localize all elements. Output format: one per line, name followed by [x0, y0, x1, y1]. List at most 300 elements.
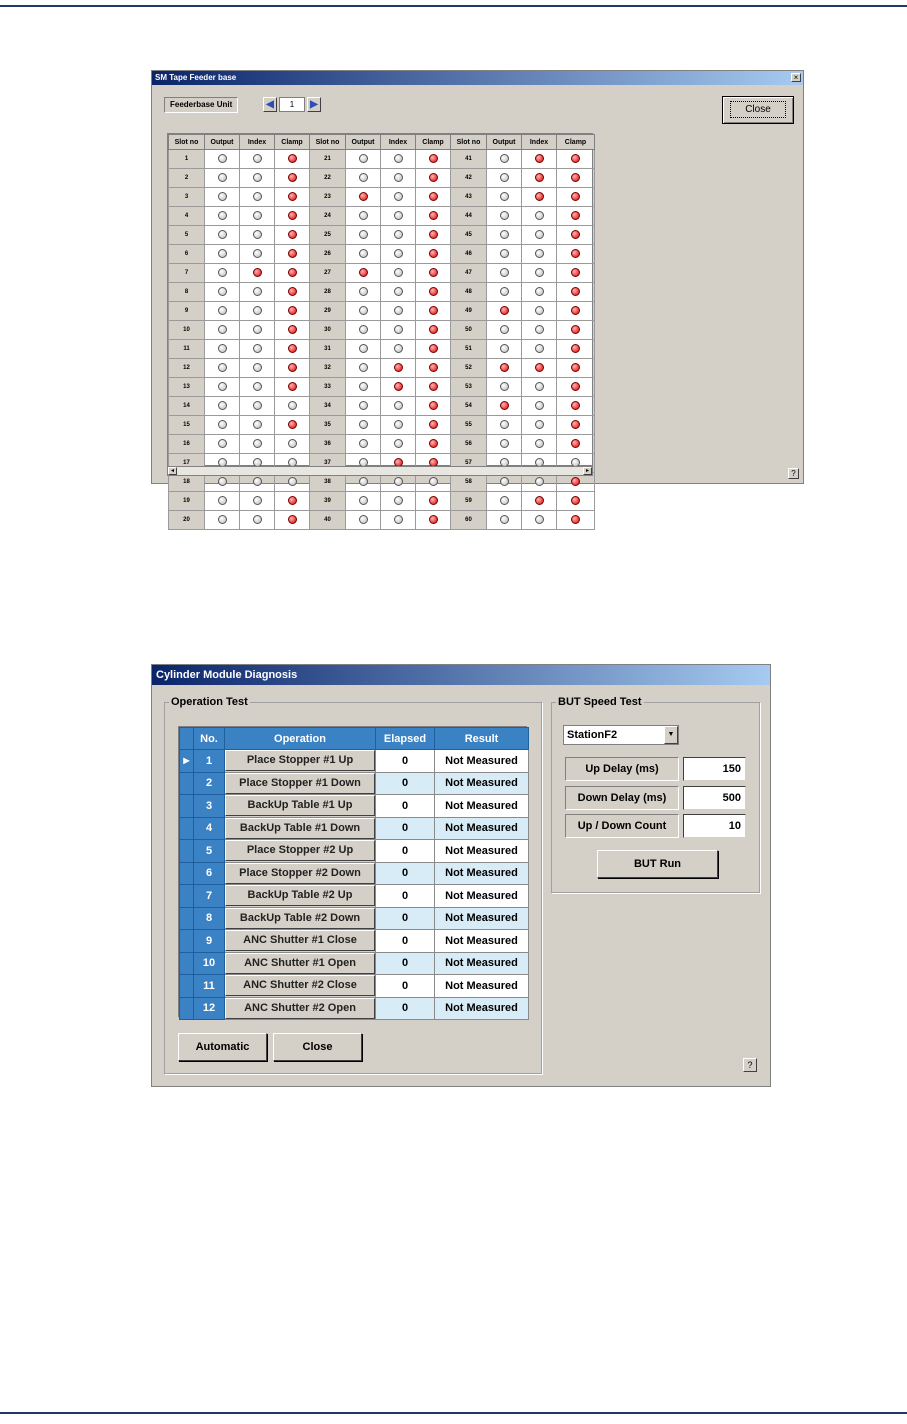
- clamp-led-icon: [571, 401, 580, 410]
- clamp-led-icon: [429, 230, 438, 239]
- index-cell: [240, 226, 275, 245]
- slot-number: 25: [310, 226, 346, 245]
- output-led-icon: [500, 420, 509, 429]
- clamp-cell: [275, 435, 310, 454]
- slot-number: 19: [169, 492, 205, 511]
- output-cell: [205, 435, 240, 454]
- output-led-icon: [359, 249, 368, 258]
- slot-number: 39: [310, 492, 346, 511]
- index-led-icon: [253, 268, 262, 277]
- operation-row[interactable]: [180, 840, 529, 863]
- slot-grid-header: [169, 135, 595, 150]
- clamp-cell: [557, 245, 595, 264]
- output-led-icon: [218, 230, 227, 239]
- operation-cell[interactable]: [225, 930, 376, 953]
- clamp-led-icon: [571, 477, 580, 486]
- slot-row: [169, 245, 595, 264]
- index-cell: [381, 340, 416, 359]
- index-led-icon: [394, 344, 403, 353]
- operation-button[interactable]: Place Stopper #1 Up: [225, 750, 375, 771]
- operation-row[interactable]: [180, 750, 529, 773]
- result-cell: Not Measured: [435, 907, 529, 930]
- result-cell: Not Measured: [435, 795, 529, 818]
- clamp-cell: [416, 150, 451, 169]
- no-header: No.: [194, 728, 225, 750]
- output-cell: [205, 340, 240, 359]
- output-led-icon: [500, 344, 509, 353]
- slot-number: 4: [169, 207, 205, 226]
- slot-row: [169, 188, 595, 207]
- clamp-cell: [416, 511, 451, 530]
- clamp-led-icon: [429, 496, 438, 505]
- output-led-icon: [359, 325, 368, 334]
- slot-grid-header-cell: Output: [346, 135, 381, 150]
- operation-cell[interactable]: [225, 907, 376, 930]
- clamp-cell: [275, 340, 310, 359]
- slot-number: 9: [169, 302, 205, 321]
- output-cell: [346, 302, 381, 321]
- clamp-led-icon: [571, 192, 580, 201]
- slot-number: 20: [169, 511, 205, 530]
- output-cell: [487, 245, 522, 264]
- operation-table-header: [180, 728, 529, 750]
- slot-grid-header-cell: Index: [522, 135, 557, 150]
- operation-button[interactable]: BackUp Table #2 Down: [225, 908, 375, 929]
- index-led-icon: [394, 268, 403, 277]
- station-dropdown[interactable]: [563, 725, 679, 745]
- clamp-cell: [557, 321, 595, 340]
- index-cell: [381, 378, 416, 397]
- clamp-led-icon: [429, 306, 438, 315]
- row-number: 7: [194, 885, 225, 908]
- output-cell: [487, 207, 522, 226]
- index-led-icon: [253, 401, 262, 410]
- feederbase-unit-label: Feederbase Unit: [164, 97, 238, 113]
- clamp-cell: [275, 283, 310, 302]
- output-led-icon: [359, 401, 368, 410]
- clamp-led-icon: [288, 173, 297, 182]
- operation-button[interactable]: ANC Shutter #1 Open: [225, 953, 375, 974]
- slot-number: 54: [451, 397, 487, 416]
- output-cell: [346, 492, 381, 511]
- operation-row[interactable]: [180, 817, 529, 840]
- operation-button[interactable]: BackUp Table #2 Up: [225, 885, 375, 906]
- clamp-led-icon: [429, 363, 438, 372]
- index-led-icon: [394, 211, 403, 220]
- slot-number: 38: [310, 473, 346, 492]
- index-cell: [522, 397, 557, 416]
- index-led-icon: [535, 230, 544, 239]
- index-led-icon: [394, 363, 403, 372]
- clamp-led-icon: [288, 306, 297, 315]
- index-led-icon: [253, 154, 262, 163]
- output-led-icon: [500, 515, 509, 524]
- index-led-icon: [253, 306, 262, 315]
- slot-grid-header-cell: Clamp: [275, 135, 310, 150]
- index-led-icon: [535, 325, 544, 334]
- clamp-cell: [557, 378, 595, 397]
- slot-row: [169, 378, 595, 397]
- slot-number: 33: [310, 378, 346, 397]
- output-led-icon: [359, 363, 368, 372]
- output-led-icon: [218, 496, 227, 505]
- slot-row: [169, 226, 595, 245]
- elapsed-cell: 0: [376, 750, 435, 773]
- index-led-icon: [253, 363, 262, 372]
- clamp-led-icon: [571, 382, 580, 391]
- row-selector[interactable]: [180, 772, 194, 795]
- clamp-led-icon: [429, 325, 438, 334]
- output-led-icon: [500, 230, 509, 239]
- bottom-rule: [0, 1412, 907, 1414]
- operation-test-legend: Operation Test: [171, 696, 248, 708]
- output-cell: [487, 416, 522, 435]
- index-cell: [240, 302, 275, 321]
- output-cell: [205, 169, 240, 188]
- index-cell: [240, 245, 275, 264]
- clamp-led-icon: [288, 439, 297, 448]
- row-number: 5: [194, 840, 225, 863]
- slot-number: 49: [451, 302, 487, 321]
- clamp-led-icon: [288, 325, 297, 334]
- index-cell: [522, 492, 557, 511]
- clamp-cell: [416, 416, 451, 435]
- output-cell: [205, 207, 240, 226]
- output-cell: [346, 150, 381, 169]
- clamp-led-icon: [429, 420, 438, 429]
- operation-row[interactable]: [180, 952, 529, 975]
- clamp-cell: [416, 188, 451, 207]
- row-number: 11: [194, 975, 225, 998]
- feeder-close-button[interactable]: [722, 96, 794, 124]
- index-led-icon: [253, 382, 262, 391]
- row-selector[interactable]: [180, 885, 194, 908]
- elapsed-cell: 0: [376, 952, 435, 975]
- index-cell: [522, 359, 557, 378]
- output-cell: [487, 302, 522, 321]
- help-icon[interactable]: ?: [788, 468, 799, 479]
- cylinder-close-button[interactable]: Close: [273, 1033, 362, 1061]
- clamp-led-icon: [571, 230, 580, 239]
- index-cell: [240, 321, 275, 340]
- operation-button[interactable]: ANC Shutter #2 Open: [225, 998, 375, 1019]
- output-led-icon: [359, 154, 368, 163]
- slot-number: 26: [310, 245, 346, 264]
- slot-number: 55: [451, 416, 487, 435]
- clamp-cell: [416, 245, 451, 264]
- clamp-cell: [416, 340, 451, 359]
- clamp-led-icon: [288, 192, 297, 201]
- index-led-icon: [535, 306, 544, 315]
- operation-row[interactable]: [180, 772, 529, 795]
- operation-cell[interactable]: [225, 795, 376, 818]
- output-led-icon: [500, 477, 509, 486]
- elapsed-cell: 0: [376, 772, 435, 795]
- output-cell: [346, 340, 381, 359]
- slot-row: [169, 264, 595, 283]
- clamp-cell: [275, 378, 310, 397]
- index-cell: [381, 359, 416, 378]
- slot-number: 50: [451, 321, 487, 340]
- clamp-cell: [275, 245, 310, 264]
- clamp-led-icon: [429, 192, 438, 201]
- clamp-cell: [557, 150, 595, 169]
- output-led-icon: [500, 211, 509, 220]
- clamp-led-icon: [288, 477, 297, 486]
- clamp-cell: [557, 511, 595, 530]
- output-cell: [487, 492, 522, 511]
- prev-unit-arrow-icon[interactable]: ◀: [263, 97, 277, 112]
- row-number: 1: [194, 750, 225, 773]
- clamp-led-icon: [288, 363, 297, 372]
- index-cell: [240, 283, 275, 302]
- clamp-led-icon: [571, 515, 580, 524]
- output-cell: [346, 397, 381, 416]
- clamp-cell: [416, 397, 451, 416]
- next-unit-arrow-icon[interactable]: ▶: [307, 97, 321, 112]
- output-cell: [487, 226, 522, 245]
- index-cell: [381, 169, 416, 188]
- help-icon[interactable]: ?: [743, 1058, 757, 1072]
- clamp-led-icon: [571, 420, 580, 429]
- operation-button[interactable]: BackUp Table #1 Up: [225, 795, 375, 816]
- index-led-icon: [535, 420, 544, 429]
- operation-row[interactable]: [180, 885, 529, 908]
- output-led-icon: [359, 344, 368, 353]
- station-value: StationF2: [567, 729, 618, 741]
- clamp-cell: [416, 302, 451, 321]
- slot-number: 22: [310, 169, 346, 188]
- row-selector[interactable]: [180, 997, 194, 1020]
- output-cell: [205, 378, 240, 397]
- elapsed-cell: 0: [376, 997, 435, 1020]
- row-number: 10: [194, 952, 225, 975]
- index-cell: [240, 188, 275, 207]
- output-led-icon: [359, 211, 368, 220]
- slot-number: 3: [169, 188, 205, 207]
- slot-grid-header-cell: Slot no: [451, 135, 487, 150]
- operation-cell[interactable]: [225, 817, 376, 840]
- output-cell: [487, 340, 522, 359]
- output-led-icon: [359, 173, 368, 182]
- clamp-led-icon: [571, 154, 580, 163]
- row-selector[interactable]: [180, 862, 194, 885]
- clamp-led-icon: [571, 344, 580, 353]
- output-led-icon: [218, 287, 227, 296]
- output-cell: [205, 416, 240, 435]
- index-cell: [240, 416, 275, 435]
- clamp-led-icon: [571, 211, 580, 220]
- index-led-icon: [535, 382, 544, 391]
- elapsed-cell: 0: [376, 885, 435, 908]
- clamp-led-icon: [571, 439, 580, 448]
- down-delay-input[interactable]: 500: [683, 786, 746, 810]
- index-led-icon: [253, 325, 262, 334]
- operation-cell[interactable]: [225, 952, 376, 975]
- index-led-icon: [253, 173, 262, 182]
- output-led-icon: [218, 306, 227, 315]
- operation-row[interactable]: [180, 997, 529, 1020]
- slot-row: [169, 511, 595, 530]
- output-cell: [346, 283, 381, 302]
- slot-number: 11: [169, 340, 205, 359]
- output-led-icon: [500, 382, 509, 391]
- index-cell: [240, 169, 275, 188]
- clamp-cell: [275, 226, 310, 245]
- clamp-led-icon: [571, 287, 580, 296]
- slot-number: 6: [169, 245, 205, 264]
- clamp-cell: [557, 188, 595, 207]
- operation-cell[interactable]: [225, 885, 376, 908]
- slot-grid-header-cell: Clamp: [416, 135, 451, 150]
- slot-number: 1: [169, 150, 205, 169]
- slot-number: 31: [310, 340, 346, 359]
- horizontal-scrollbar[interactable]: [167, 466, 593, 476]
- slot-number: 27: [310, 264, 346, 283]
- row-number: 2: [194, 772, 225, 795]
- operation-row[interactable]: [180, 930, 529, 953]
- slot-number: 32: [310, 359, 346, 378]
- row-selector[interactable]: [180, 975, 194, 998]
- clamp-cell: [557, 283, 595, 302]
- operation-row[interactable]: [180, 862, 529, 885]
- output-cell: [346, 416, 381, 435]
- index-led-icon: [535, 268, 544, 277]
- cylinder-titlebar: [152, 665, 770, 685]
- result-cell: Not Measured: [435, 930, 529, 953]
- clamp-cell: [416, 226, 451, 245]
- clamp-led-icon: [429, 287, 438, 296]
- index-led-icon: [535, 192, 544, 201]
- slot-grid-header-cell: Output: [205, 135, 240, 150]
- slot-row: [169, 321, 595, 340]
- up-down-count-label: Up / Down Count: [565, 814, 679, 838]
- index-cell: [381, 435, 416, 454]
- feeder-close-label: Close: [730, 101, 786, 118]
- close-x-icon[interactable]: ×: [791, 73, 801, 82]
- index-led-icon: [394, 401, 403, 410]
- row-selector[interactable]: [180, 907, 194, 930]
- operation-button[interactable]: BackUp Table #1 Down: [225, 818, 375, 839]
- index-cell: [240, 264, 275, 283]
- operation-row[interactable]: [180, 907, 529, 930]
- result-cell: Not Measured: [435, 750, 529, 773]
- index-cell: [381, 245, 416, 264]
- feeder-titlebar: [152, 71, 803, 85]
- row-selector[interactable]: [180, 817, 194, 840]
- operation-row[interactable]: [180, 795, 529, 818]
- clamp-led-icon: [429, 477, 438, 486]
- slot-row: [169, 283, 595, 302]
- output-led-icon: [359, 306, 368, 315]
- clamp-led-icon: [429, 382, 438, 391]
- clamp-led-icon: [288, 496, 297, 505]
- slot-number: 18: [169, 473, 205, 492]
- up-delay-label: Up Delay (ms): [565, 757, 679, 781]
- scroll-right-icon[interactable]: ▸: [583, 467, 592, 475]
- index-led-icon: [535, 287, 544, 296]
- output-led-icon: [218, 401, 227, 410]
- operation-cell[interactable]: [225, 975, 376, 998]
- output-cell: [487, 397, 522, 416]
- row-selector[interactable]: [180, 952, 194, 975]
- row-selector[interactable]: [180, 930, 194, 953]
- operation-cell[interactable]: [225, 750, 376, 773]
- index-led-icon: [253, 230, 262, 239]
- unit-number-field[interactable]: 1: [279, 97, 305, 112]
- slot-row: [169, 150, 595, 169]
- chevron-down-icon[interactable]: ▼: [664, 726, 678, 744]
- slot-number: 45: [451, 226, 487, 245]
- index-led-icon: [253, 420, 262, 429]
- index-led-icon: [535, 249, 544, 258]
- operation-button[interactable]: Place Stopper #2 Up: [225, 840, 375, 861]
- operation-cell[interactable]: [225, 840, 376, 863]
- row-selector[interactable]: [180, 840, 194, 863]
- clamp-cell: [416, 169, 451, 188]
- slot-number: 28: [310, 283, 346, 302]
- scroll-left-icon[interactable]: ◂: [168, 467, 177, 475]
- output-cell: [205, 492, 240, 511]
- operation-button[interactable]: Place Stopper #1 Down: [225, 773, 375, 794]
- slot-number: 44: [451, 207, 487, 226]
- automatic-button[interactable]: Automatic: [178, 1033, 267, 1061]
- result-cell: Not Measured: [435, 975, 529, 998]
- elapsed-cell: 0: [376, 907, 435, 930]
- slot-row: [169, 340, 595, 359]
- slot-number: 23: [310, 188, 346, 207]
- output-led-icon: [500, 192, 509, 201]
- but-run-button[interactable]: BUT Run: [597, 850, 718, 878]
- operation-row[interactable]: [180, 975, 529, 998]
- index-cell: [240, 397, 275, 416]
- index-led-icon: [535, 211, 544, 220]
- output-cell: [205, 397, 240, 416]
- output-led-icon: [359, 230, 368, 239]
- output-led-icon: [359, 439, 368, 448]
- clamp-led-icon: [571, 363, 580, 372]
- row-selector[interactable]: ▶: [180, 750, 194, 773]
- clamp-cell: [416, 435, 451, 454]
- slot-row: [169, 416, 595, 435]
- clamp-cell: [275, 321, 310, 340]
- operation-button[interactable]: Place Stopper #2 Down: [225, 863, 375, 884]
- clamp-cell: [416, 492, 451, 511]
- index-led-icon: [253, 249, 262, 258]
- output-led-icon: [359, 496, 368, 505]
- slot-number: 46: [451, 245, 487, 264]
- slot-number: 14: [169, 397, 205, 416]
- output-cell: [487, 188, 522, 207]
- operation-cell[interactable]: [225, 772, 376, 795]
- slot-number: 41: [451, 150, 487, 169]
- row-selector[interactable]: [180, 795, 194, 818]
- up-down-count-input[interactable]: 10: [683, 814, 746, 838]
- up-delay-input[interactable]: 150: [683, 757, 746, 781]
- slot-grid-header-cell: Slot no: [310, 135, 346, 150]
- clamp-cell: [416, 207, 451, 226]
- operation-button[interactable]: ANC Shutter #1 Close: [225, 930, 375, 951]
- operation-button[interactable]: ANC Shutter #2 Close: [225, 975, 375, 996]
- output-led-icon: [218, 477, 227, 486]
- operation-cell[interactable]: [225, 997, 376, 1020]
- clamp-led-icon: [429, 344, 438, 353]
- row-number: 4: [194, 817, 225, 840]
- slot-grid-header-cell: Clamp: [557, 135, 595, 150]
- output-led-icon: [359, 515, 368, 524]
- operation-cell[interactable]: [225, 862, 376, 885]
- index-led-icon: [253, 439, 262, 448]
